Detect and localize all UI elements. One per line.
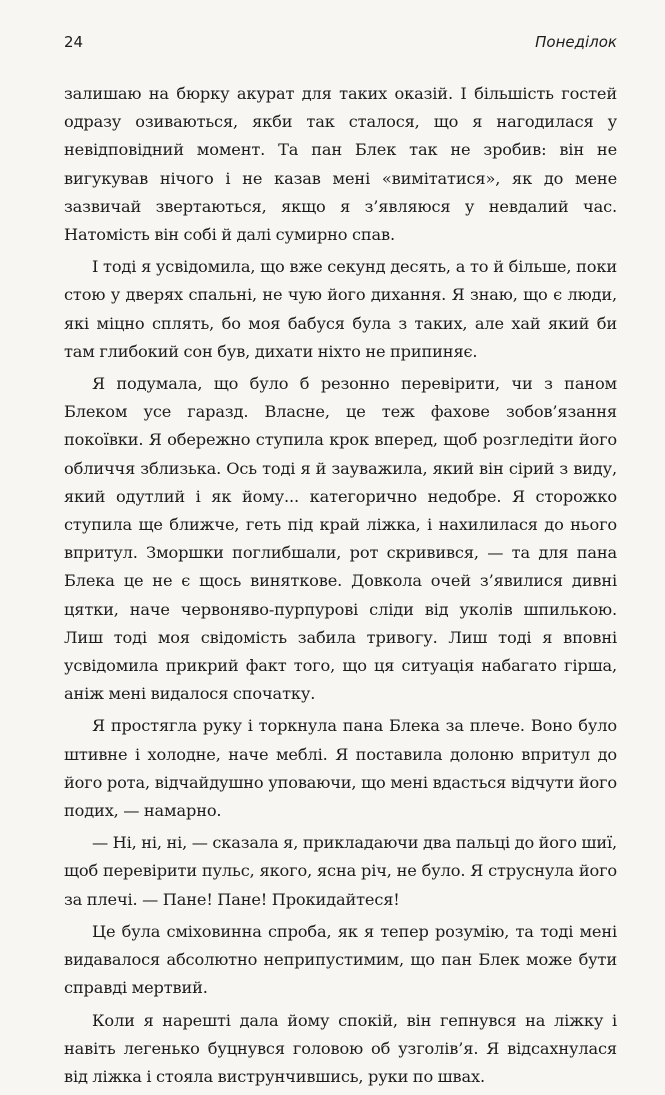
paragraph: Коли я нарешті дала йому спокій, він гепнувся на ліжку і навіть легенько буцнувся головою об узголів’я. Я відсахнулася від ліжка і стояла виструнчившись, руки по швах. bbox=[64, 1010, 617, 1086]
paragraph: Це була сміховинна спроба, як я тепер розумію, та тоді мені видавалося абсолютно неприпустимим, що пан Блек може бути справді мертвий. bbox=[64, 921, 617, 998]
paragraph: Я подумала, що було б резонно перевірити, чи з паном Блеком усе гаразд. Власне, це теж фахове зобов’язання покоївки. Я обережно ступила крок вперед, щоб розгледіти його обличчя зблизька. Ось тоді я й зауважила, який він сірий з виду, який одутлий і як йому... категорично недобре. Я сторожко ступила ще ближче, геть під край ліжка, і нахилилася до нього впритул. Зморшки поглибшали, рот скривився, — та для пана Блека це не є щось виняткове. Довкола очей з’явилися дивні цятки, наче червоняво-пурпурові сліди від уколів шпилькою. Лиш тоді моя свідомість забила тривогу. Лиш тоді я вповні усвідомила прикрий факт того, що ця ситуація набагато гірша, аніж мені видалося спочатку. bbox=[64, 374, 617, 704]
page-header bbox=[64, 30, 617, 54]
paragraph: залишаю на бюрку акурат для таких оказій. І більшість гостей одразу озиваються, якби так сталося, що я нагодилася у невідповідний момент. Та пан Блек так не зробив: він не вигукував нічого і не казав мені «вимітатися», як до мене зазвичай звертаються, якщо я з’являюся у невдалий час. Натомість він собі й далі сумирно спав. bbox=[64, 84, 617, 245]
running-title: Понеділок bbox=[535, 33, 617, 51]
paragraph: — Ні, ні, ні, — сказала я, прикладаючи два пальці до його шиї, щоб перевірити пульс, якого, ясна річ, не було. Я струснула його за плечі. — Пане! Пане! Прокидайтеся! bbox=[64, 833, 617, 909]
page-number: 24 bbox=[64, 33, 84, 51]
paragraph: Я простягла руку і торкнула пана Блека за плече. Воно було штивне і холодне, наче меблі. Я поставила долоню впритул до його рота, відчайдушно уповаючи, що мені вдасться відчути його подих, — намарно. bbox=[64, 716, 617, 821]
body-text bbox=[64, 80, 617, 1095]
paragraph: І тоді я усвідомила, що вже секунд десять, а то й більше, поки стою у дверях спальні, не чую його дихання. Я знаю, що є люди, які міцно сплять, бо моя бабуся була з таких, але хай який би там глибокий сон був, дихати ніхто не припиняє. bbox=[64, 257, 617, 361]
